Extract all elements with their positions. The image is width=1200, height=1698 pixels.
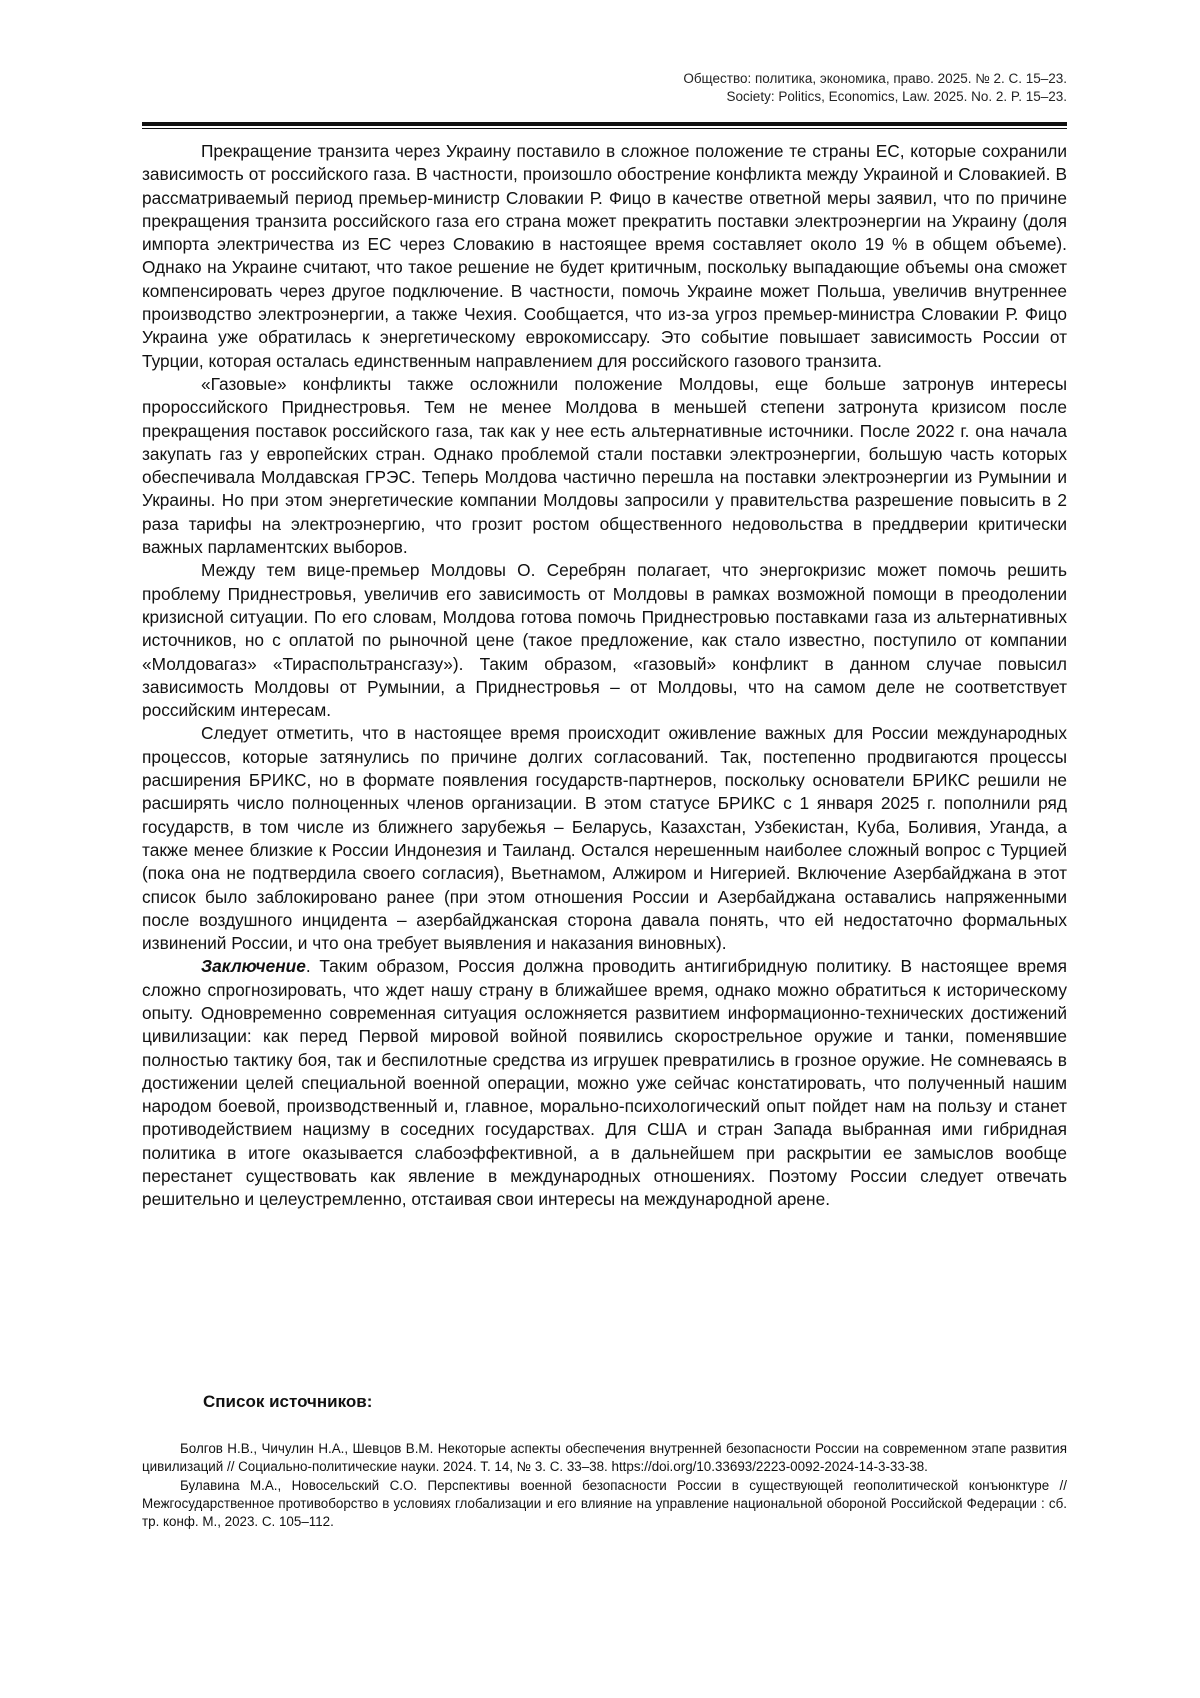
conclusion-heading: Заключение xyxy=(201,956,306,977)
reference-item: Болгов Н.В., Чичулин Н.А., Шевцов В.М. Некоторые аспекты обеспечения внутренней безопасности России на современном этапе развития цивилизаций // Социально-политические науки. 2024. Т. 14, № 3. С. 33–38. https://doi.org/10.33693/2223-0092-2024-14-3-33-38. xyxy=(142,1441,1067,1474)
paragraph-brics: Следует отметить, что в настоящее время происходит оживление важных для России международных процессов, которые затянулись по причине долгих согласований. Так, постепенно продвигаются процессы расширения БРИКС, но в формате появления государств-партнеров, поскольку основатели БРИКС решили не расширять число полноценных членов организации. В этом статусе БРИКС с 1 января 2025 г. пополнили ряд государств, в том числе из ближнего зарубежья – Беларусь, Казахстан, Узбекистан, Куба, Боливия, Уганда, а также менее близкие к России Индонезия и Таиланд. Остался нерешенным наиболее сложный вопрос с Турцией (пока она не подтвердила своего согласия), Вьетнамом, Алжиром и Нигерией. Включение Азербайджана в этот список было заблокировано ранее (при этом отношения России и Азербайджана оставались напряженными после воздушного инцидента – азербайджанская сторона давала понять, что ей недостаточно формальных извинений России, и что она требует выявления и наказания виновных). xyxy=(142,723,1067,954)
paragraph-moldova: «Газовые» конфликты также осложнили положение Молдовы, еще больше затронув интересы пророссийского Приднестровья. Тем не менее Молдова в меньшей степени затронута кризисом после прекращения поставок российского газа, так как у нее есть альтернативные источники. После 2022 г. она начала закупать газ у европейских стран. Однако проблемой стали поставки электроэнергии, большую часть которых обеспечивала Молдавская ГРЭС. Теперь Молдова частично перешла на поставки электроэнергии из Румынии и Украины. Но при этом энергетические компании Молдовы запросили у правительства разрешение повысить в 2 раза тарифы на электроэнергию, что грозит ростом общественного недовольства в преддверии критически важных парламентских выборов. xyxy=(142,373,1067,558)
running-header xyxy=(142,70,1067,106)
article-body xyxy=(142,140,1067,1212)
paragraph-conclusion xyxy=(142,955,1067,1211)
journal-citation-ru: Общество: политика, экономика, право. 2025. № 2. С. 15–23. xyxy=(683,71,1067,86)
conclusion-text: . Таким образом, Россия должна проводить антигибридную политику. В настоящее время сложно спрогнозировать, что ждет нашу страну в ближайшее время, однако можно обратиться к историческому опыту. Одновременно современная ситуация осложняется развитием информационно-технических достижений цивилизации: как перед Первой мировой войной появились скорострельное оружие и танки, поменявшие полностью тактику боя, так и беспилотные средства из игрушек превратились в грозное оружие. Не сомневаясь в достижении целей специальной военной операции, можно уже сейчас констатировать, что полученный нашим народом боевой, производственный и, главное, морально-психологический опыт пойдет нам на пользу и станет противодействием нацизму в соседних государствах. Для США и стран Запада выбранная ими гибридная политика в итоге оказывается слабоэффективной, а в дальнейшем при раскрытии ее замыслов вообще перестанет существовать как явление в международных отношениях. Поэтому России следует отвечать решительно и целеустремленно, отстаивая свои интересы на международной арене. xyxy=(142,956,1067,1210)
references-title: Список источников: xyxy=(203,1392,373,1411)
header-rule xyxy=(142,122,1067,129)
paragraph-transit: Прекращение транзита через Украину поставило в сложное положение те страны ЕС, которые сохранили зависимость от российского газа. В частности, произошло обострение конфликта между Украиной и Словакией. В рассматриваемый период премьер-министр Словакии Р. Фицо в качестве ответной меры заявил, что по причине прекращения транзита российского газа его страна может прекратить поставки электроэнергии на Украину (доля импорта электричества из ЕС через Словакию в настоящее время составляет около 19 % в общем объеме). Однако на Украине считают, что такое решение не будет критичным, поскольку выпадающие объемы она сможет компенсировать через другое подключение. В частности, помочь Украине может Польша, увеличив внутреннее производство электроэнергии, а также Чехия. Сообщается, что из-за угроз премьер-министра Словакии Р. Фицо Украина уже обратилась к энергетическому еврокомиссару. Это событие повышает зависимость России от Турции, которая осталась единственным направлением для российского газового транзита. xyxy=(142,141,1067,371)
paragraph-transnistria: Между тем вице-премьер Молдовы О. Серебрян полагает, что энергокризис может помочь решить проблему Приднестровья, увеличив его зависимость от Молдовы в рамках возможной помощи в преодолении кризисной ситуации. По его словам, Молдова готова помочь Приднестровью поставками газа из альтернативных источников, но с оплатой по рыночной цене (такое предложение, как стало известно, поступило от компании «Молдовагаз» «Тираспольтрансгазу»). Таким образом, «газовый» конфликт в данном случае повысил зависимость Молдовы от Румынии, а Приднестровья – от Молдовы, что на самом деле не соответствует российским интересам. xyxy=(142,560,1067,721)
reference-item: Булавина М.А., Новосельский С.О. Перспективы военной безопасности России в существующей геополитической конъюнктуре // Межгосударственное противоборство в условиях глобализации и его влияние на управление национальной обороной Российской Федерации : сб. тр. конф. М., 2023. С. 105–112. xyxy=(142,1478,1067,1529)
references-list xyxy=(142,1440,1067,1532)
journal-citation-en: Society: Politics, Economics, Law. 2025. No. 2. P. 15–23. xyxy=(726,89,1067,104)
